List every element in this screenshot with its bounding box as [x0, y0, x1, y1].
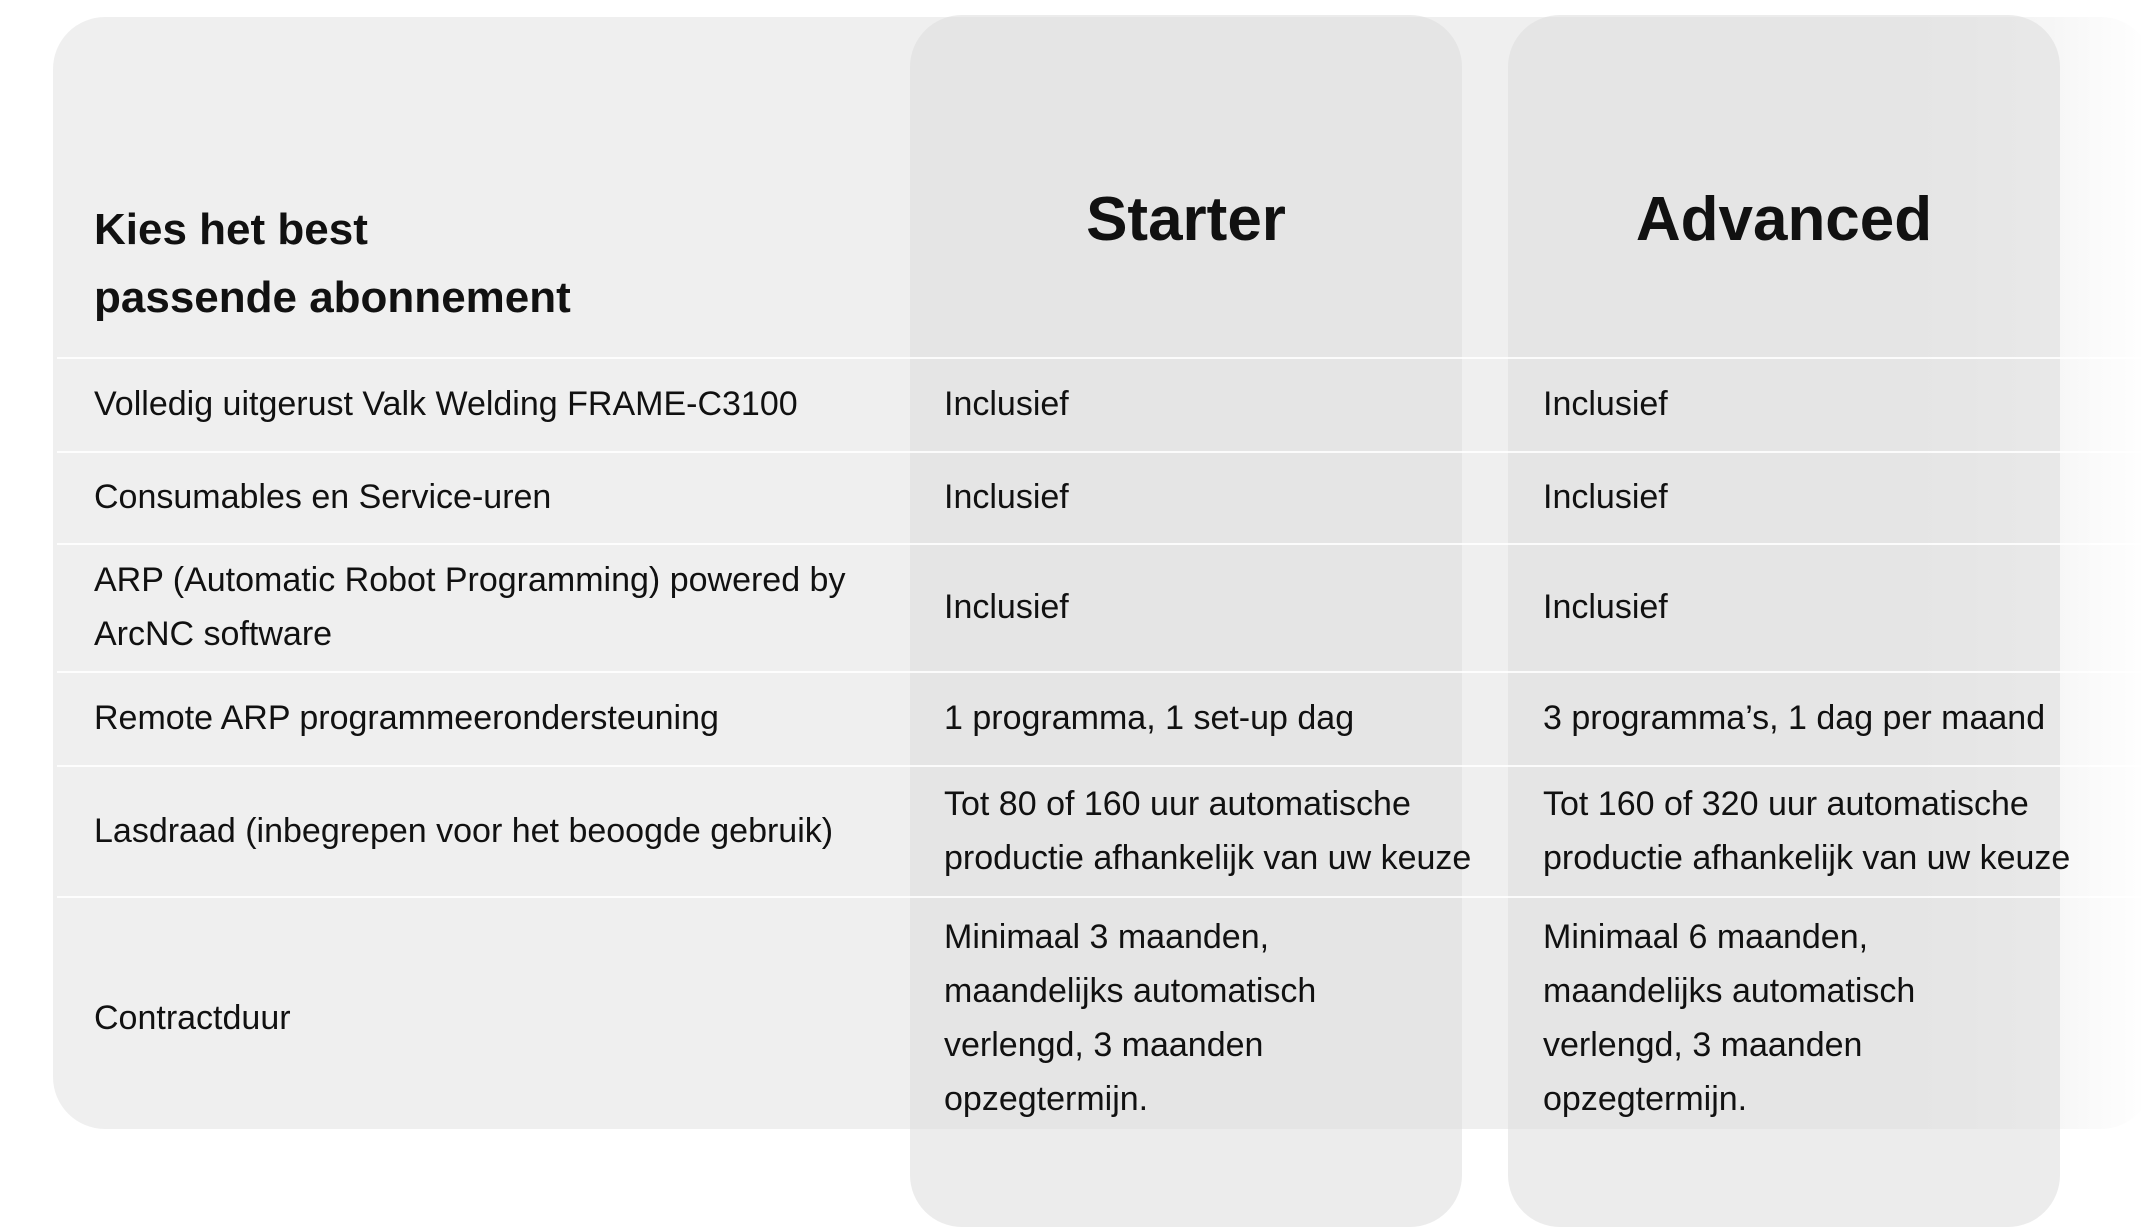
advanced-value-line: productie afhankelijk van uw keuze: [1543, 838, 2071, 877]
advanced-value-line: maandelijks automatisch: [1543, 972, 1916, 1010]
feature-label: [94, 896, 894, 1140]
feature-label-line: ArcNC software: [94, 615, 333, 653]
starter-value-line: verlengd, 3 maanden: [944, 1026, 1264, 1064]
starter-value: [944, 765, 1472, 896]
advanced-value: [1543, 543, 2133, 671]
starter-value-line: Inclusief: [944, 385, 1069, 423]
starter-value-line: opzegtermijn.: [944, 1080, 1149, 1118]
starter-value-line: Minimaal 3 maanden,: [944, 918, 1270, 956]
starter-value: [944, 543, 1464, 671]
starter-value: [944, 896, 1464, 1140]
advanced-value-line: Minimaal 6 maanden,: [1543, 918, 1869, 956]
page-title-line-1: Kies het best: [94, 205, 368, 254]
starter-value-line: maandelijks automatisch: [944, 972, 1317, 1010]
starter-value-line: Tot 80 of 160 uur automatische: [944, 784, 1411, 823]
feature-label: [94, 357, 894, 451]
advanced-value: [1543, 896, 2133, 1140]
feature-label-line: Remote ARP programmeerondersteuning: [94, 699, 719, 737]
advanced-value-line: Inclusief: [1543, 478, 1668, 516]
advanced-value: [1543, 765, 2133, 896]
advanced-value: [1543, 451, 2133, 543]
advanced-value-line: opzegtermijn.: [1543, 1080, 1748, 1118]
advanced-value-line: 3 programma’s, 1 dag per maand: [1543, 699, 2046, 737]
advanced-value: [1543, 357, 2133, 451]
feature-label: [94, 543, 894, 671]
starter-value: [944, 357, 1464, 451]
starter-value-line: productie afhankelijk van uw keuze: [944, 838, 1472, 877]
advanced-value-line: verlengd, 3 maanden: [1543, 1026, 1863, 1064]
plan-title-starter: Starter: [1086, 185, 1286, 254]
feature-label: [94, 671, 894, 765]
feature-label-line: Lasdraad (inbegrepen voor het beoogde gebruik): [94, 811, 834, 850]
page-title-line-2: passende abonnement: [94, 273, 571, 322]
starter-value-line: Inclusief: [944, 478, 1069, 516]
feature-label: [94, 765, 894, 896]
advanced-value-line: Tot 160 of 320 uur automatische: [1543, 784, 2029, 823]
advanced-value: [1543, 671, 2133, 765]
advanced-value-line: Inclusief: [1543, 588, 1668, 626]
feature-label: [94, 451, 894, 543]
feature-label-line: Volledig uitgerust Valk Welding FRAME-C3100: [94, 385, 798, 423]
advanced-value-line: Inclusief: [1543, 385, 1668, 423]
starter-value-line: 1 programma, 1 set-up dag: [944, 699, 1355, 737]
feature-label-line: Consumables en Service-uren: [94, 478, 552, 516]
feature-label-line: ARP (Automatic Robot Programming) powered by: [94, 561, 846, 599]
plan-title-advanced: Advanced: [1635, 185, 1933, 254]
feature-label-line: Contractduur: [94, 999, 291, 1037]
starter-value-line: Inclusief: [944, 588, 1069, 626]
starter-value: [944, 671, 1464, 765]
starter-value: [944, 451, 1464, 543]
page-title: [94, 196, 794, 332]
